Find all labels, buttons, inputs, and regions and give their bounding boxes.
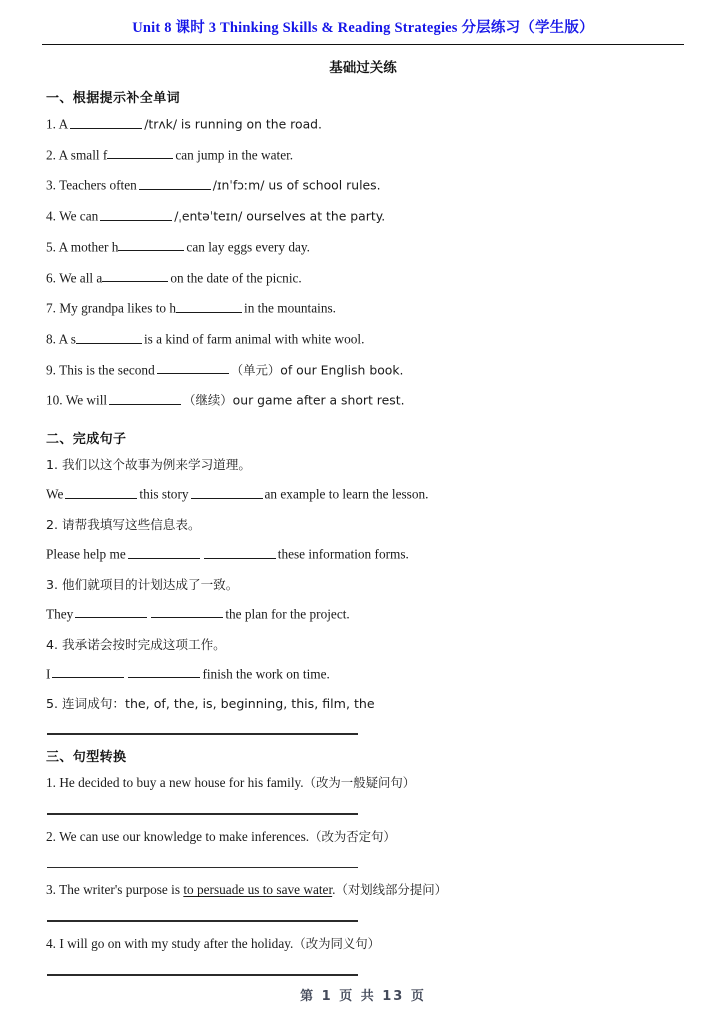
item-number: 5. [46, 696, 59, 712]
part1-item-4 [46, 202, 684, 231]
fill-blank[interactable] [176, 299, 242, 313]
item-text-post: /ˌentəˈteɪn/ ourselves at the party. [174, 208, 386, 224]
item-number: 6. [46, 270, 56, 286]
item-number: 1. [46, 457, 59, 473]
item-chinese: 他们就项目的计划达成了一致。 [62, 576, 239, 592]
item-sentence: He decided to buy a new house for his family. [59, 775, 304, 791]
item-text-post: in the mountains. [244, 300, 336, 316]
part3-heading: 三、句型转换 [46, 750, 127, 766]
item-text-pre: A small f [58, 147, 108, 163]
item-text-pre: A [58, 116, 69, 132]
item-text-pre: Please help me [46, 546, 126, 562]
item-instruction: （改为同义句） [293, 936, 381, 952]
item-number: 4. [46, 208, 56, 224]
part1-item-3 [46, 171, 684, 200]
fill-blank[interactable] [75, 605, 147, 619]
item-text-post: the plan for the project. [225, 606, 350, 622]
part2-item-3-answer [46, 600, 684, 629]
part2-item-4-answer [46, 660, 684, 689]
fill-blank[interactable] [76, 330, 142, 344]
part2-item-1-answer [46, 480, 684, 509]
item-text-pre: They [46, 606, 74, 622]
part1-item-9 [46, 356, 684, 385]
header-divider [42, 44, 684, 45]
item-chinese: 我们以这个故事为例来学习道理。 [62, 457, 251, 473]
fill-blank[interactable] [118, 238, 184, 252]
item-text-pre: I [46, 666, 51, 682]
item-sentence-pre: The writer's purpose is [59, 882, 184, 898]
part2-item-5-prompt [46, 690, 684, 717]
item-text-pre: A s [58, 331, 76, 347]
item-text-post: finish the work on time. [202, 666, 330, 682]
document-header [0, 0, 726, 76]
answer-line[interactable] [47, 733, 358, 735]
item-text-pre: Teachers often [59, 178, 137, 194]
item-number: 3. [46, 178, 56, 194]
part2-item-1-prompt [46, 451, 684, 478]
part3-item-1 [46, 769, 684, 797]
main-section-title: 基础过关练 [329, 60, 397, 76]
part1-item-6 [46, 264, 684, 293]
part3-item-3 [46, 876, 684, 904]
item-number: 1. [46, 775, 56, 791]
item-sentence: I will go on with my study after the holiday. [59, 936, 294, 952]
fill-blank[interactable] [128, 665, 200, 679]
item-chinese: 连词成句：the, of, the, is, beginning, this, film, the [62, 696, 375, 712]
item-number: 9. [46, 362, 56, 378]
part2-item-4-prompt [46, 631, 684, 658]
part1-heading: 一、根据提示补全单词 [46, 91, 181, 106]
item-text-post: （单元）of our English book. [230, 362, 404, 378]
item-chinese: 我承诺会按时完成这项工作。 [62, 636, 226, 652]
fill-blank[interactable] [52, 665, 124, 679]
part2-item-2-answer [46, 540, 684, 569]
page-title: Unit 8 课时 3 Thinking Skills & Reading Strategies 分层练习（学生版） [132, 20, 594, 36]
item-number: 2. [46, 828, 56, 844]
document-content [0, 87, 726, 976]
item-instruction: （对划线部分提问） [335, 882, 447, 898]
fill-blank[interactable] [139, 176, 211, 190]
part1-item-5 [46, 233, 684, 262]
item-text-post: （继续）our game after a short rest. [183, 392, 405, 408]
item-text-post: an example to learn the lesson. [264, 486, 429, 502]
item-text-pre: We can [59, 208, 99, 224]
item-text-pre: We will [65, 392, 108, 408]
item-instruction: （改为一般疑问句） [303, 775, 416, 791]
fill-blank[interactable] [100, 207, 172, 221]
item-sentence-post: . [332, 882, 336, 898]
item-text-pre: We [46, 486, 64, 502]
item-number: 7. [46, 300, 56, 316]
item-text-post: /ɪnˈfɔːm/ us of school rules. [212, 178, 381, 194]
part1-item-8 [46, 325, 684, 354]
part2-heading: 二、完成句子 [46, 432, 127, 448]
fill-blank[interactable] [109, 391, 181, 405]
part2-item-2-prompt [46, 511, 684, 538]
fill-blank[interactable] [107, 146, 173, 160]
item-text-pre: We all a [59, 270, 103, 286]
item-number: 2. [46, 516, 59, 532]
item-text-post: can lay eggs every day. [186, 239, 310, 255]
fill-blank[interactable] [157, 361, 229, 375]
fill-blank[interactable] [70, 115, 142, 129]
item-number: 3. [46, 882, 56, 898]
item-text-pre: My grandpa likes to h [59, 300, 177, 316]
item-text-pre: This is the second [59, 362, 155, 378]
answer-line[interactable] [47, 920, 358, 922]
part2-item-3-prompt [46, 571, 684, 598]
item-chinese: 请帮我填写这些信息表。 [62, 516, 201, 532]
item-number: 10. [46, 392, 63, 408]
part3-item-2 [46, 823, 684, 851]
fill-blank[interactable] [128, 545, 200, 559]
item-instruction: （改为否定句） [309, 828, 396, 844]
answer-line[interactable] [47, 974, 358, 976]
answer-line[interactable] [47, 867, 358, 869]
fill-blank[interactable] [65, 485, 137, 499]
item-number: 4. [46, 936, 56, 952]
fill-blank[interactable] [102, 269, 168, 283]
item-number: 4. [46, 636, 59, 652]
part3-item-4 [46, 930, 684, 958]
part1-item-1 [46, 110, 684, 139]
item-sentence-underlined: to persuade us to save water [183, 882, 333, 898]
item-number: 1. [46, 116, 56, 132]
item-sentence: We can use our knowledge to make inferences. [59, 828, 310, 844]
item-text-post: /trʌk/ is running on the road. [144, 116, 322, 132]
item-text-post: can jump in the water. [175, 147, 294, 163]
item-number: 5. [46, 239, 56, 255]
item-text-post: is a kind of farm animal with white wool. [143, 331, 365, 347]
item-number: 8. [46, 331, 56, 347]
part1-item-7 [46, 294, 684, 323]
item-text-post: on the date of the picnic. [170, 270, 302, 286]
fill-blank[interactable] [204, 545, 276, 559]
item-text-post: these information forms. [277, 546, 409, 562]
page-footer: 第 1 页 共 13 页 [300, 989, 426, 1004]
item-text-mid: this story [139, 486, 189, 502]
part1-item-2 [46, 141, 684, 170]
item-number: 2. [46, 147, 56, 163]
item-text-pre: A mother h [58, 239, 119, 255]
item-number: 3. [46, 576, 59, 592]
part1-item-10 [46, 386, 684, 415]
fill-blank[interactable] [191, 485, 263, 499]
answer-line[interactable] [47, 813, 358, 815]
fill-blank[interactable] [151, 605, 223, 619]
